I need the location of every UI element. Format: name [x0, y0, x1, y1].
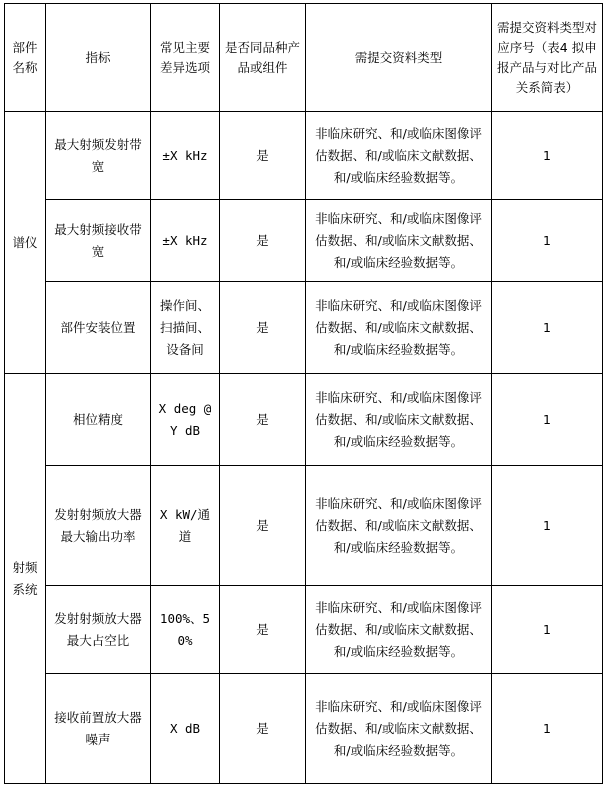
difference-cell: 100%、50% — [151, 586, 220, 674]
indicator-cell: 最大射频接收带宽 — [46, 200, 151, 282]
data-type-cell: 非临床研究、和/或临床图像评估数据、和/或临床文献数据、和/或临床经验数据等。 — [306, 586, 492, 674]
table-row — [5, 466, 603, 586]
header-same-variety: 是否同品种产品或组件 — [220, 4, 306, 112]
table-row — [5, 112, 603, 200]
same-variety-cell: 是 — [220, 112, 306, 200]
header-common-difference: 常见主要差异选项 — [151, 4, 220, 112]
seq-ref-cell: 1 — [492, 374, 603, 466]
table-row — [5, 374, 603, 466]
difference-cell: X dB — [151, 674, 220, 784]
seq-ref-cell: 1 — [492, 466, 603, 586]
same-variety-cell: 是 — [220, 466, 306, 586]
same-variety-cell: 是 — [220, 374, 306, 466]
difference-cell: ±X kHz — [151, 200, 220, 282]
component-cell: 射频系统 — [5, 374, 46, 784]
header-row — [5, 4, 603, 112]
comparison-table — [4, 3, 603, 784]
seq-ref-cell: 1 — [492, 674, 603, 784]
difference-cell: ±X kHz — [151, 112, 220, 200]
seq-ref-cell: 1 — [492, 282, 603, 374]
table-row — [5, 674, 603, 784]
data-type-cell: 非临床研究、和/或临床图像评估数据、和/或临床文献数据、和/或临床经验数据等。 — [306, 200, 492, 282]
data-type-cell: 非临床研究、和/或临床图像评估数据、和/或临床文献数据、和/或临床经验数据等。 — [306, 674, 492, 784]
table-row — [5, 200, 603, 282]
indicator-cell: 部件安装位置 — [46, 282, 151, 374]
seq-ref-cell: 1 — [492, 586, 603, 674]
same-variety-cell: 是 — [220, 200, 306, 282]
data-type-cell: 非临床研究、和/或临床图像评估数据、和/或临床文献数据、和/或临床经验数据等。 — [306, 374, 492, 466]
indicator-cell: 发射射频放大器最大占空比 — [46, 586, 151, 674]
data-type-cell: 非临床研究、和/或临床图像评估数据、和/或临床文献数据、和/或临床经验数据等。 — [306, 112, 492, 200]
component-cell: 谱仪 — [5, 112, 46, 374]
same-variety-cell: 是 — [220, 674, 306, 784]
table-row — [5, 282, 603, 374]
seq-ref-cell: 1 — [492, 200, 603, 282]
same-variety-cell: 是 — [220, 586, 306, 674]
difference-cell: X kW/通道 — [151, 466, 220, 586]
header-indicator: 指标 — [46, 4, 151, 112]
table-row — [5, 586, 603, 674]
seq-ref-cell: 1 — [492, 112, 603, 200]
difference-cell: 操作间、扫描间、设备间 — [151, 282, 220, 374]
indicator-cell: 相位精度 — [46, 374, 151, 466]
header-data-type: 需提交资料类型 — [306, 4, 492, 112]
data-type-cell: 非临床研究、和/或临床图像评估数据、和/或临床文献数据、和/或临床经验数据等。 — [306, 466, 492, 586]
difference-cell: X deg @Y dB — [151, 374, 220, 466]
indicator-cell: 接收前置放大器噪声 — [46, 674, 151, 784]
same-variety-cell: 是 — [220, 282, 306, 374]
header-component: 部件名称 — [5, 4, 46, 112]
header-seq-ref: 需提交资料类型对应序号（表4 拟申报产品与对比产品关系简表） — [492, 4, 603, 112]
indicator-cell: 最大射频发射带宽 — [46, 112, 151, 200]
indicator-cell: 发射射频放大器最大输出功率 — [46, 466, 151, 586]
data-type-cell: 非临床研究、和/或临床图像评估数据、和/或临床文献数据、和/或临床经验数据等。 — [306, 282, 492, 374]
